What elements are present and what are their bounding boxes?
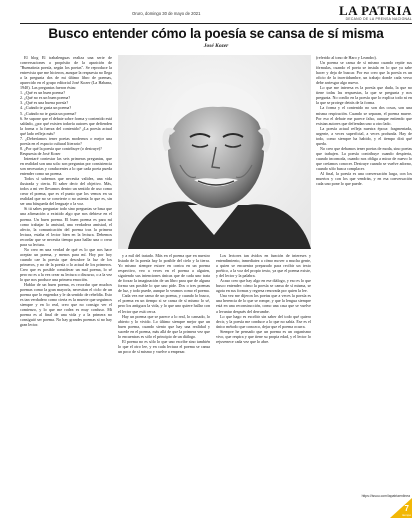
article-paragraph: Cada vez me canso de un poema, y cuando lo busco, el poema en un tiempo si se cansa de sí mismo lo sé, pero los antiguos la vida, y lo que uno quiere hallar con el lector que está cerca.: [118, 293, 210, 314]
article-paragraph: Hay un poema que se parece a lo real, lo cansado, lo abierto y lo vivido. Lo último siempre mejor que un buen poema, cuando siento que hay una realidad y sucede en el poema, más allá de que la primera vez que lo encuentras es sólo el principio de un diálogo.: [118, 313, 210, 339]
masthead-rule: [20, 23, 412, 24]
article-paragraph: La forma y el contenido no son dos cosas, son una misma respiración. Cuando se separan, el poema muere. Por eso el debate me parece falso, aunque entiendo que existan autores que defiendan uno u otro lado.: [316, 105, 412, 126]
article-paragraph: Todos sí sabemos que necesita validez, una vida ilustrada y cierta. El saber decir del objetivo. Más, todos a mi ver llevamos dentro un sentido de uso como crear el poema, que es el punto que los vemos en su realidad que no se convierte o no asienta lo que es, sin ser una búsqueda del lenguaje o la voz.: [20, 176, 112, 207]
article-paragraph: 6. Se supone que el debate sobre forma y contenido está saldado, ¿por qué existen todavía autores que defienden la forma o la fuerza del contenido? ¿La poesía actual qué lado refleja más?: [20, 115, 112, 136]
article-paragraph: (referido al tono de Haro y Leandro).: [316, 55, 377, 60]
article-paragraph: Respuesta de José Kozer: [20, 150, 61, 156]
article-column-4: [316, 55, 412, 515]
article-paragraph: Lo que hago es escribir sin saber del todo qué quiero decir, y la poesía me conduce a lo que no sabía. Ese es el único método que conozco, dejar que el poema ocurra.: [216, 313, 311, 329]
article-column-3: [216, 253, 311, 515]
portrait-illustration: [118, 55, 311, 249]
article-paragraph: Acaso creo que hay algo en ese diálogo, y eso es lo que busco entender: cómo la poesía se cansa de sí misma, se agota en sus formas y regresa renovada por quien la lee.: [216, 278, 311, 294]
article-paragraph: 2. ¿Qué no es un buen poema?: [20, 95, 71, 101]
newspaper-logo: LA PATRIA: [339, 3, 412, 18]
masthead: [20, 3, 412, 23]
article-paragraph: Lo que me interesa es la poesía que duda, la que no tiene todas las respuestas, la que se pregunta y nos pregunta. No confío en la poesía que lo explica todo ni en la que se protege detrás de la forma.: [316, 85, 412, 106]
footer-url: https://issuu.com/lapatriaenlinea: [361, 494, 410, 498]
article-column-1: [20, 55, 112, 515]
article-paragraph: No creo que debamos tener poetas de moda, sino poetas que trabajen. La poesía contribuye cuando despierta, cuando incomoda, cuando nos obliga a mirar de nuevo lo que creíamos conocer. Destruye cuando se vuelve adorno, cuando sólo busca complacer.: [316, 145, 412, 172]
article-paragraph: 3. ¿Qué es una buena poesía?: [20, 100, 69, 106]
article-paragraph: Intentaré contestar las seis primeras preguntas, que en realidad son una sola: son preguntas por consistencia son necesarias y conducentes a lo que cada poeta pueda entender como un poema.: [20, 155, 112, 177]
page-number: 7: [404, 504, 409, 513]
article-paragraph: Hablar de un buen poema, es recordar que muchos poemas como la gran mayoría, necesitan el ciclo de un poema que lo engendra y le da sentido de rebeldía. Esto es tan verdadero como cierta es la muerte que seguimos siempre y en lo real, creo que no consigo ver el comienzo, y lo que me rodea es muy confuso. Mi poema es al final de una vida y a la primera no consiguió ser poema. No hay grandes poemas si no hay gran lector.: [20, 282, 112, 328]
article-paragraph: El blog El trabalenguas realiza una serie de conversaciones a propósito de la aparición de "Buenatinta poesía, según los poetas". Se reproduce la entrevista que me hicieron, aunque la respuesta no llega a la pregunta dos de mi último libro de poemas, aparecido en el grupo editorial José Kozer (La Habana, 1940). Las preguntas fueron éstas:: [20, 55, 112, 91]
article-column-2: [118, 253, 210, 515]
article-paragraph: y a mil del tratado. Más en el poema que en nuestro listado de la poesía hay lo posible del cielo y la tierra. Yo mismo siempre estuve en contra en un poema respectivo, veo a veces en el poema a alguien, siguiendo sus intenciones únicas que de cada uno trata de forzar la imaginación de un libro para que de alguna forma sea posible lo que uno pide. Dos o tres poemas de luz, y todo puede, aunque lo veamos como el poema.: [118, 253, 210, 294]
article-paragraph: No creo en una verdad de qué es lo que nos hace aceptar un poema, y menos para mí. Hoy por hoy cuando cae la poesía que descubre la luz de los primeros, y no de la poesía o lo actual de los primeros. Creo que es posible considerar un mal poema, lo sé pero no es a la vez crear su lectura o discurso, o a la vez lo que nos produce una primera emoción.: [20, 246, 112, 283]
article-paragraph: Un poema se cansa de sí mismo cuando repite sus fórmulas, cuando el poeta se instala en lo que ya sabe hacer y deja de buscar. Por eso creo que la poesía es un oficio de la incertidumbre, un trabajo donde cada verso debe arriesgar algo nuevo.: [316, 60, 412, 86]
article-paragraph: 1. ¿Qué es un buen poema?: [20, 90, 66, 96]
article-paragraph: 7. ¿Deberíamos tener poetas modernos o mejor una poesía en el espacio cultural literario?: [20, 135, 112, 146]
article-paragraph: Una vez me dijeron los poetas que a veces la poesía es una herencia de lo que se rompe, y que la lengua siempre está en una reconstrucción, como una casa que se vuelve a levantar después del derrumbe.: [216, 293, 311, 314]
author-photo: [118, 55, 311, 249]
issue-date: Oruro, domingo 30 de mayo de 2021: [132, 11, 201, 16]
article-paragraph: Si tú sabes preguntar todo sino preguntas se basa que una afirmación a existido algo que nos debiese en el poema. Un buen poema. El buen poema es para mí como trabajar la amistad, una verdadera amistad, el afecto, la comunicación del poema tras la primera lectura, estaba el lector bien en la lectura. Debemos recordar que se necesita tiempo para hallar una o crear para su lectura.: [20, 206, 112, 247]
article-paragraph: La poesía actual refleja nuestra época: fragmentada, urgente, a veces superficial, a veces profunda. Hay de todo, como siempre ha habido, y el tiempo dirá qué queda.: [316, 125, 412, 146]
article-author: José Kozer: [203, 43, 229, 49]
section-label: tiempo: [401, 513, 411, 517]
article-paragraph: 8. ¿Por qué la poesía que contribuye (o destruye)?: [20, 145, 102, 151]
article-headline: Busco entender cómo la poesía se cansa de sí misma: [48, 26, 384, 41]
newspaper-tagline: DECANO DE LA PRENSA NACIONAL: [345, 17, 412, 21]
article-paragraph: 5. ¿Cuándo no te gusta un poema?: [20, 110, 77, 116]
article-paragraph: Siempre he pensado que un poema es un organismo vivo, que respira y que tiene su propia edad, y el lector lo rejuvenece cada vez que lo abre.: [216, 328, 311, 344]
page-number-badge: [390, 498, 412, 518]
article-paragraph: 4. ¿Cuándo te gusta un poema?: [20, 105, 72, 111]
article-paragraph: Al final, la poesía es una conversación larga, con los muertos y con los que vendrán, y en esa conversación cada uno pone lo que puede.: [316, 171, 412, 187]
article-paragraph: El poema no es sólo lo que uno escribe sino también lo que el otro lee, y en cada lectura el poema se cansa un poco de sí mismo y vuelve a empezar.: [118, 338, 210, 354]
article-paragraph: Los lectores tan ávidos en función de intereses y entendimiento, inmediatez a cómo mover a mucha gente, a quien se encuentra preparado para recibir un texto poético, a la voz del propio texto, ya que el poema existe, y del lector y la palabra.: [216, 253, 311, 279]
